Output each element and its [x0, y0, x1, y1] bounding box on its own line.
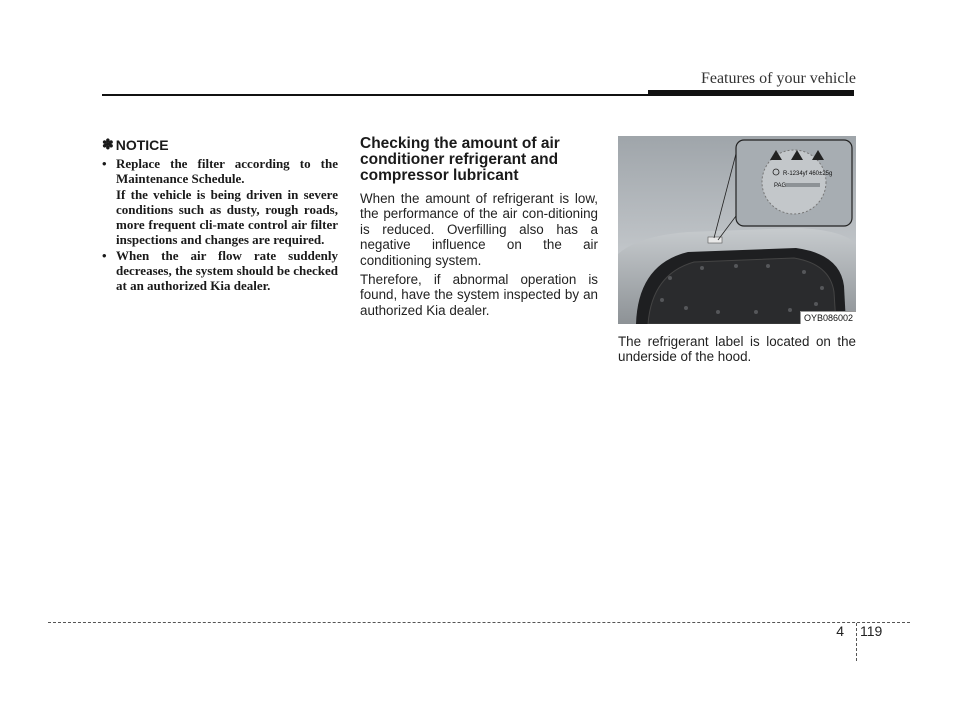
- section-title: Checking the amount of air conditioner refrigerant and compressor lubricant: [360, 135, 560, 184]
- page-number: 119: [860, 623, 883, 639]
- header-rule-accent: [648, 90, 854, 96]
- notice-heading-text: NOTICE: [115, 136, 169, 153]
- figure-code: OYB086002: [800, 311, 856, 324]
- bullet-icon: •: [102, 156, 107, 171]
- section-paragraph: When the amount of refrigerant is low, the performance of the air con-ditioning is reduced. Overfilling also has a negative influence on the air conditioning system.: [360, 191, 598, 268]
- section-paragraph: Therefore, if abnormal operation is found, have the system inspected by an authorized Kia dealer.: [360, 272, 598, 318]
- hood-figure: [618, 136, 856, 324]
- footer-rule: [48, 622, 910, 623]
- refrigerant-section: [360, 136, 598, 322]
- label-line1: R-1234yf 460±25g: [783, 171, 833, 177]
- hood-underside-illustration: [618, 136, 856, 324]
- notice-item: [102, 156, 338, 248]
- notice-item-text: When the air flow rate suddenly decreases, the system should be checked at an authorized Kia dealer.: [116, 247, 338, 294]
- page-number-block: [800, 623, 883, 663]
- label-line2: PAG: [774, 183, 787, 189]
- bullet-icon: •: [102, 247, 107, 263]
- notice-heading: [102, 136, 338, 153]
- notice-star-icon: ✽: [102, 136, 114, 152]
- figure-column: [618, 136, 856, 365]
- notice-item: [102, 248, 338, 294]
- chapter-number: 4: [836, 623, 844, 639]
- notice-list: [102, 156, 338, 294]
- notice-block: [102, 136, 338, 294]
- notice-item-text: Replace the filter according to the Maintenance Schedule.: [116, 156, 338, 187]
- page-divider: [856, 623, 857, 661]
- header-title: Features of your vehicle: [700, 70, 856, 87]
- notice-item-text: If the vehicle is being driven in severe conditions such as dusty, rough roads, more frequent cli-mate control air filter inspections and changes are required.: [116, 186, 338, 248]
- figure-caption: The refrigerant label is located on the underside of the hood.: [618, 334, 856, 365]
